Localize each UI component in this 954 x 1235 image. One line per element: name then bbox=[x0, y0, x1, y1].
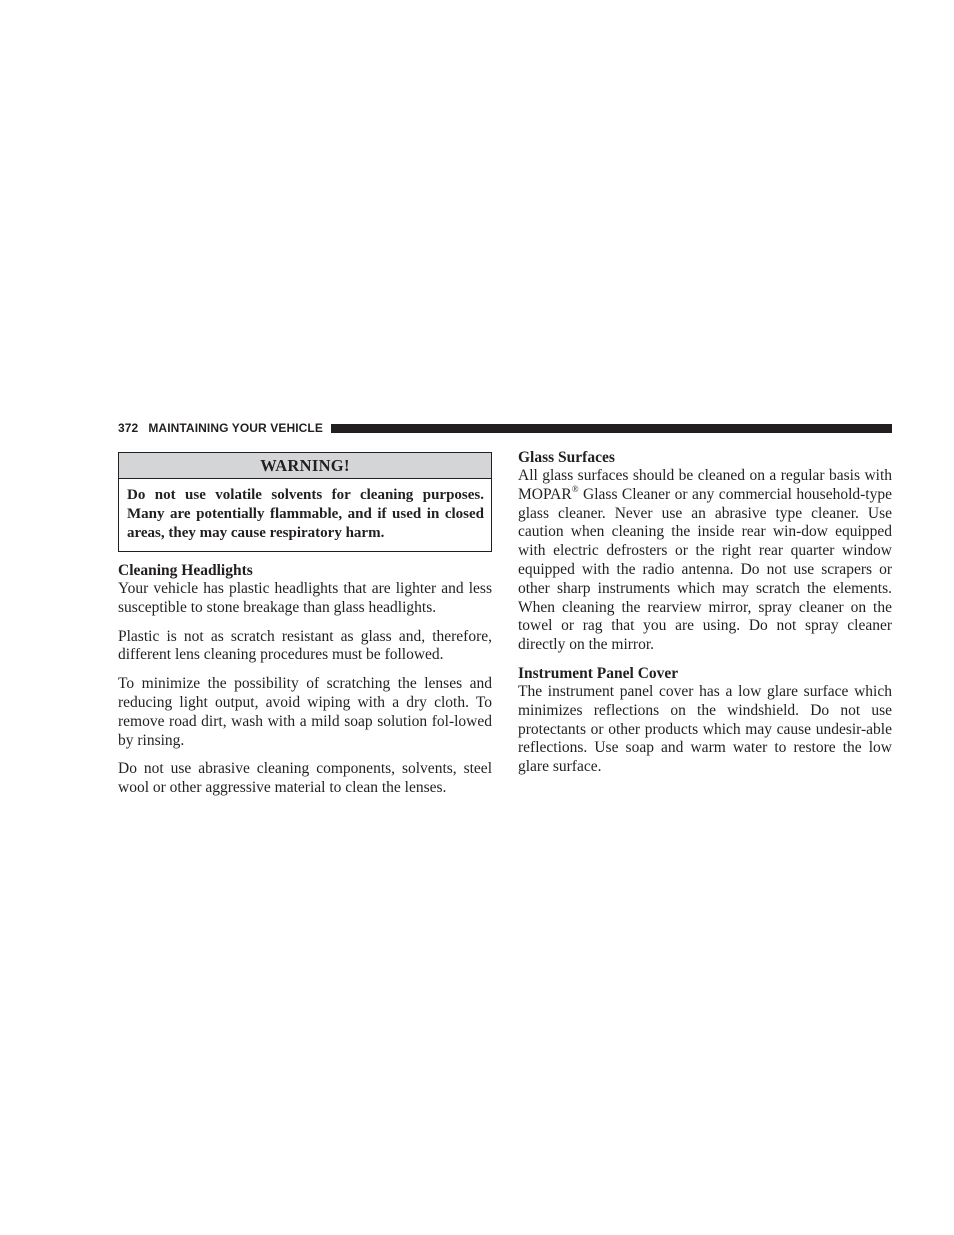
warning-text: Do not use volatile solvents for cleaning purposes. Many are potentially flammable, and if used in closed areas, they may cause respiratory harm. bbox=[127, 487, 484, 541]
cleaning-headlights-paragraph-1: Your vehicle has plastic headlights that are lighter and less susceptible to stone breakage than glass headlights. bbox=[118, 580, 492, 616]
glass-surfaces-text-after: Glass Cleaner or any commercial household-type glass cleaner. Never use an abrasive type cleaner. Use caution when cleaning the inside rear win-dow equipped with electric defrosters or the right rear quarter window equipped with the radio antenna. Do not use scrapers or other sharp instruments which may scratch the elements. When cleaning the rearview mirror, spray cleaner on the towel or rag that you are using. Do not spray cleaner directly on the mirror. bbox=[518, 485, 892, 654]
glass-surfaces-paragraph bbox=[518, 467, 892, 655]
page-number: 372 bbox=[118, 421, 139, 435]
cleaning-headlights-paragraph-4: Do not use abrasive cleaning components, solvents, steel wool or other aggressive material to clean the lenses. bbox=[118, 760, 492, 797]
warning-title: WARNING! bbox=[119, 453, 491, 479]
right-column bbox=[518, 449, 892, 777]
cleaning-headlights-paragraph-3: To minimize the possibility of scratching the lenses and reducing light output, avoid wiping with a dry cloth. To remove road dirt, wash with a mild soap solution fol-lowed by rinsing. bbox=[118, 675, 492, 749]
instrument-panel-cover-heading: Instrument Panel Cover bbox=[518, 664, 679, 682]
header-rule bbox=[331, 424, 892, 433]
left-column bbox=[118, 452, 492, 798]
section-title: MAINTAINING YOUR VEHICLE bbox=[148, 421, 323, 435]
cleaning-headlights-paragraph-2: Plastic is not as scratch resistant as glass and, therefore, different lens cleaning procedures must be followed. bbox=[118, 627, 492, 664]
glass-surfaces-text-before: All glass surfaces should be cleaned on a regular basis with MOPAR bbox=[518, 467, 892, 503]
page-header bbox=[118, 419, 892, 437]
registered-mark: ® bbox=[571, 483, 579, 494]
cleaning-headlights-heading: Cleaning Headlights bbox=[118, 562, 253, 579]
warning-box bbox=[118, 452, 492, 552]
instrument-panel-cover-paragraph: The instrument panel cover has a low glare surface which minimizes reflections on the windshield. Do not use protectants or other products which may cause undesir-able reflections. Use soap and warm water to restore the low glare surface. bbox=[518, 682, 892, 776]
glass-surfaces-heading: Glass Surfaces bbox=[518, 449, 615, 466]
